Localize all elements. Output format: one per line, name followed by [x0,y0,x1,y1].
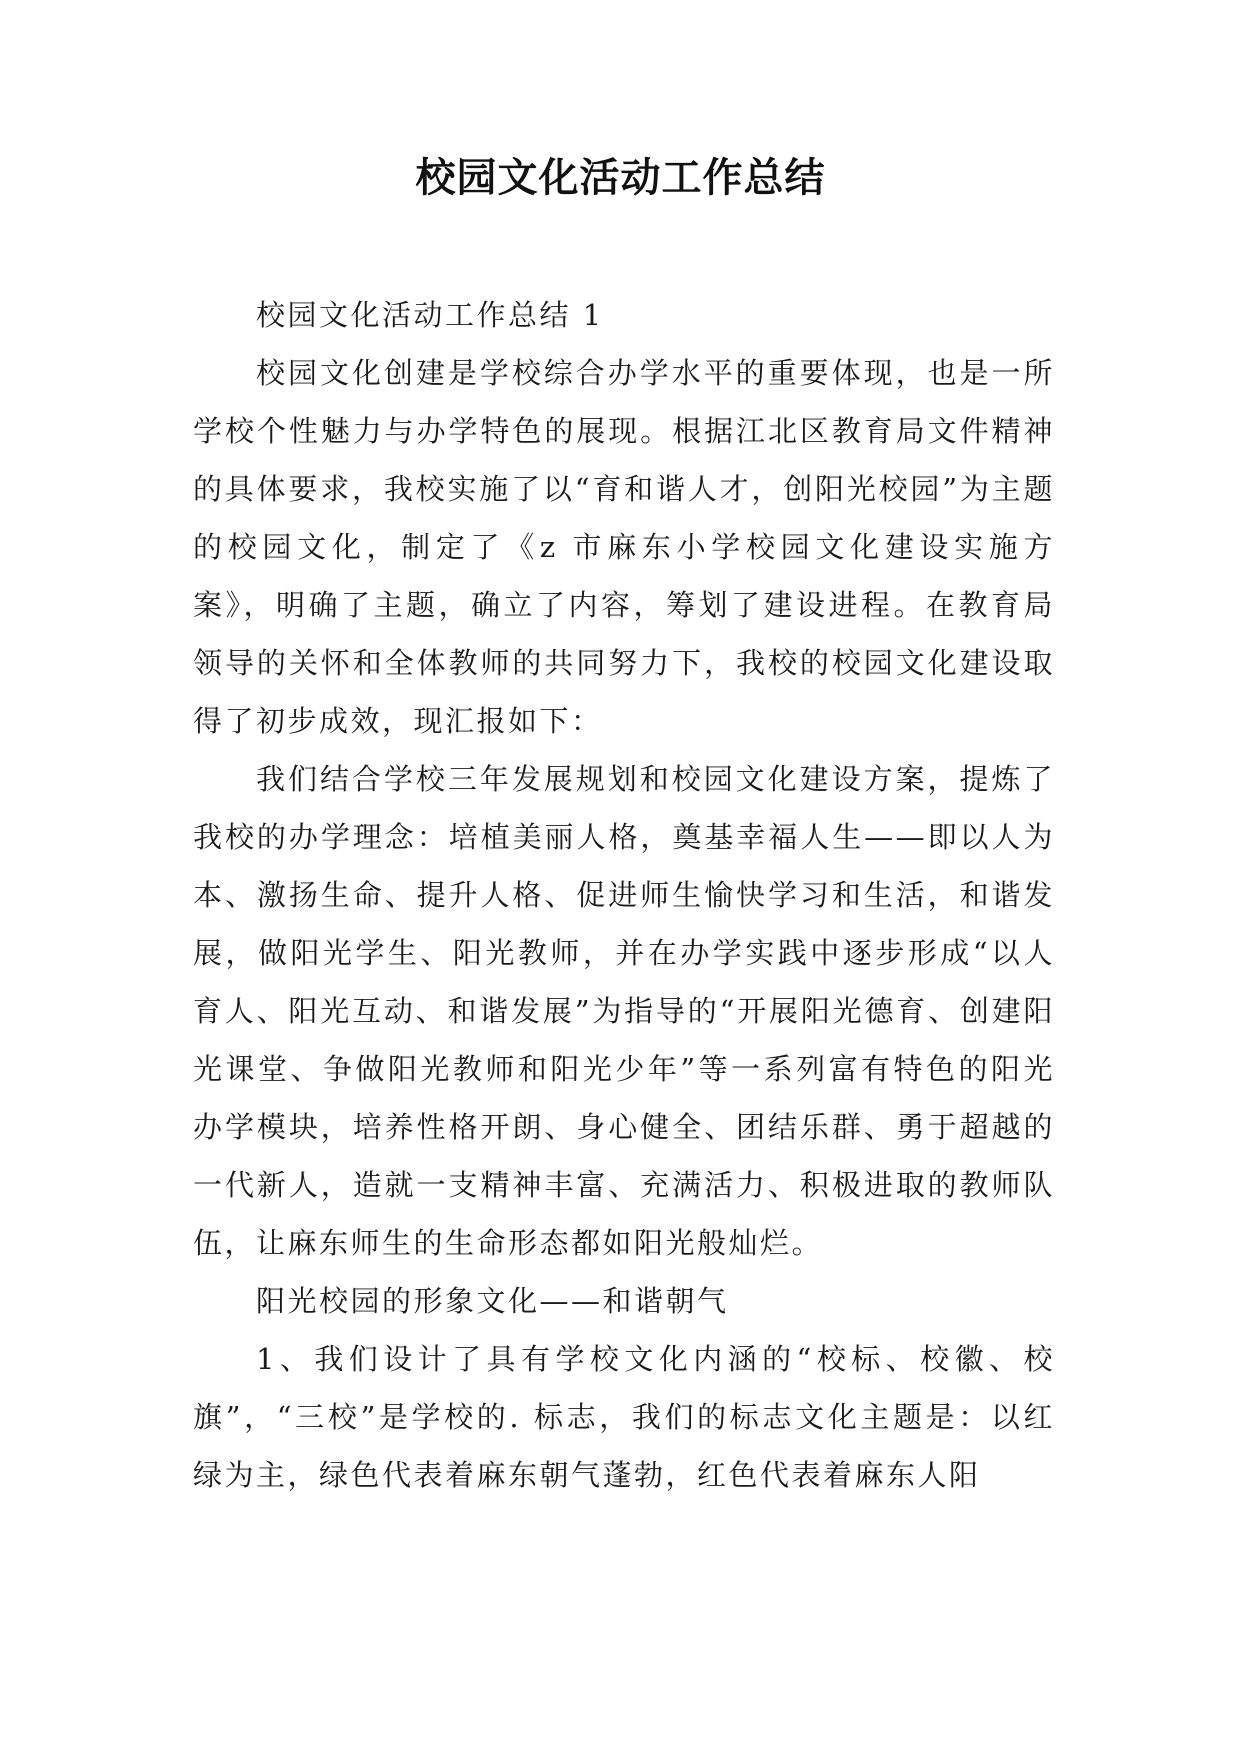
body-paragraph: 校园文化创建是学校综合办学水平的重要体现，也是一所学校个性魅力与办学特色的展现。根据江北区教育局文件精神的具体要求，我校实施了以“育和谐人才，创阳光校园”为主题的校园文化，制定了《z 市麻东小学校园文化建设实施方案》，明确了主题，确立了内容，筹划了建设进程。在教育局领导的关怀和全体教师的共同努力下，我校的校园文化建设取得了初步成效，现汇报如下： [193,356,1055,738]
body-paragraph: 我们结合学校三年发展规划和校园文化建设方案，提炼了我校的办学理念：培植美丽人格，奠基幸福人生——即以人为本、激扬生命、提升人格、促进师生愉快学习和生活，和谐发展，做阳光学生、阳光教师，并在办学实践中逐步形成“以人育人、阳光互动、和谐发展”为指导的“开展阳光德育、创建阳光课堂、争做阳光教师和阳光少年”等一系列富有特色的阳光办学模块，培养性格开朗、身心健全、团结乐群、勇于超越的一代新人，造就一支精神丰富、充满活力、积极进取的教师队伍，让麻东师生的生命形态都如阳光般灿烂。 [193,762,1055,1260]
document-body [193,286,1055,1504]
section-heading: 阳光校园的形象文化——和谐朝气 [256,1284,729,1318]
section-heading: 校园文化活动工作总结 1 [256,298,604,332]
document-title: 校园文化活动工作总结 [415,155,826,201]
body-paragraph: 1、我们设计了具有学校文化内涵的“校标、校徽、校旗”，“三校”是学校的. 标志，我们的标志文化主题是：以红绿为主，绿色代表着麻东朝气蓬勃，红色代表着麻东人阳 [193,1342,1055,1492]
